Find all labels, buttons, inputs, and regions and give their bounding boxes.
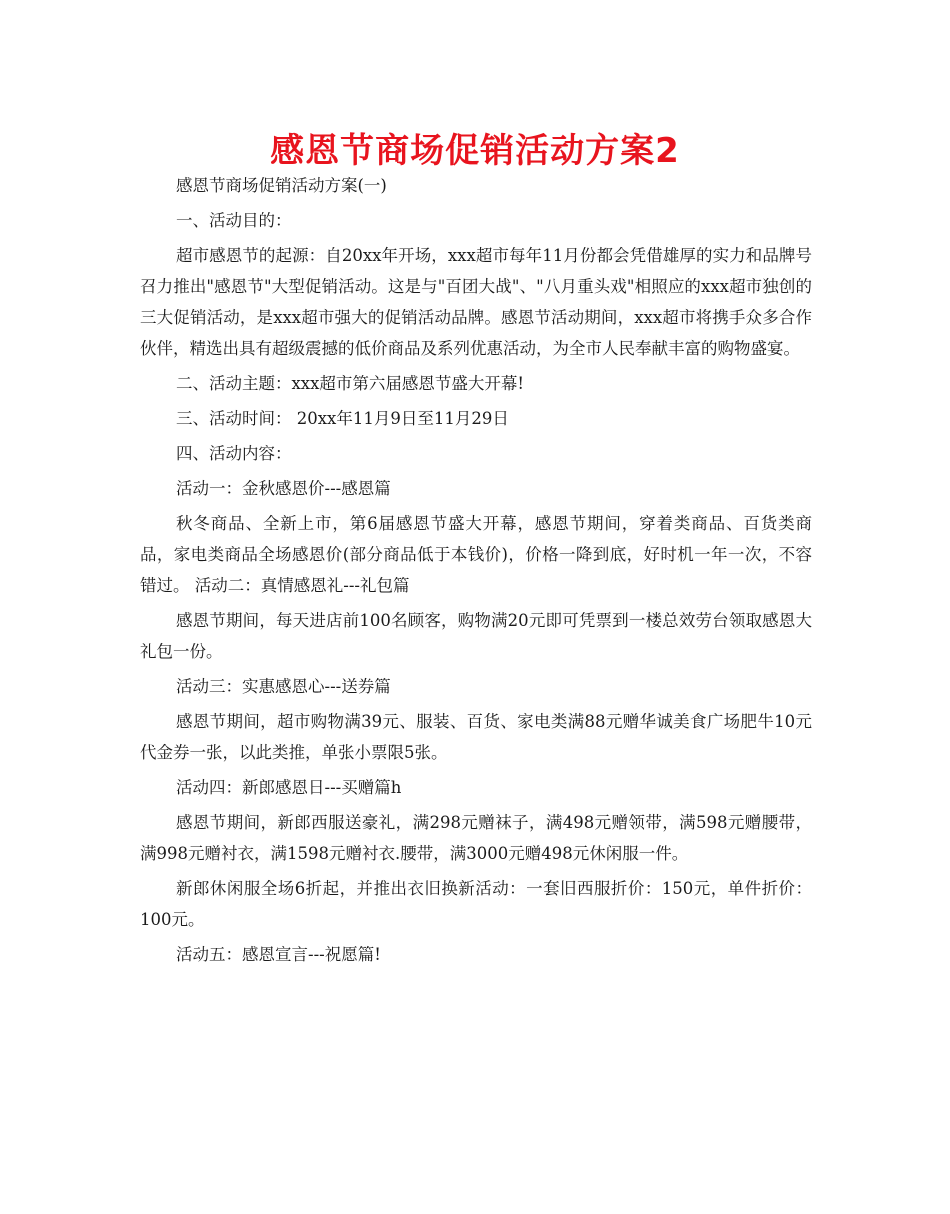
activity-one-body: 秋冬商品、全新上市，第6届感恩节盛大开幕，感恩节期间，穿着类商品、百货类商品，家电类商品全场感恩价(部分商品低于本钱价)，价格一降到底，好时机一年一次，不容错过。 活动二：真情感恩礼---礼包篇 (140, 514, 812, 595)
activity-three-heading: 活动三：实惠感恩心---送券篇 (176, 677, 391, 696)
activity-four-body-2: 新郎休闲服全场6折起，并推出衣旧换新活动：一套旧西服折价：150元，单件折价：100元。 (140, 879, 812, 929)
heading-time: 三、活动时间： 20xx年11月9日至11月29日 (176, 409, 509, 428)
document-body (140, 170, 812, 974)
heading-content: 四、活动内容： (176, 444, 292, 463)
paragraph-origin: 超市感恩节的起源：自20xx年开场，xxx超市每年11月份都会凭借雄厚的实力和品牌号召力推出"感恩节"大型促销活动。这是与"百团大战"、"八月重头戏"相照应的xxx超市独创的三大促销活动，是xxx超市强大的促销活动品牌。感恩节活动期间，xxx超市将携手众多合作伙伴，精选出具有超级震撼的低价商品及系列优惠活动，为全市人民奉献丰富的购物盛宴。 (140, 246, 812, 358)
heading-theme: 二、活动主题：xxx超市第六届感恩节盛大开幕! (176, 374, 525, 393)
activity-five-heading: 活动五：感恩宣言---祝愿篇! (176, 945, 381, 964)
document-title: 感恩节商场促销活动方案2 (270, 131, 680, 171)
section-subtitle: 感恩节商场促销活动方案(一) (176, 176, 387, 195)
activity-four-heading: 活动四：新郎感恩日---买赠篇h (176, 778, 402, 797)
heading-purpose: 一、活动目的： (176, 211, 292, 230)
activity-four-body: 感恩节期间，新郎西服送豪礼，满298元赠袜子，满498元赠领带，满598元赠腰带，满998元赠衬衣，满1598元赠衬衣.腰带，满3000元赠498元休闲服一件。 (140, 813, 812, 863)
activity-three-body: 感恩节期间，超市购物满39元、服装、百货、家电类满88元赠华诚美食广场肥牛10元代金券一张，以此类推，单张小票限5张。 (140, 712, 812, 762)
activity-two-body: 感恩节期间，每天进店前100名顾客，购物满20元即可凭票到一楼总效劳台领取感恩大礼包一份。 (140, 611, 812, 661)
activity-one-heading: 活动一：金秋感恩价---感恩篇 (176, 479, 391, 498)
